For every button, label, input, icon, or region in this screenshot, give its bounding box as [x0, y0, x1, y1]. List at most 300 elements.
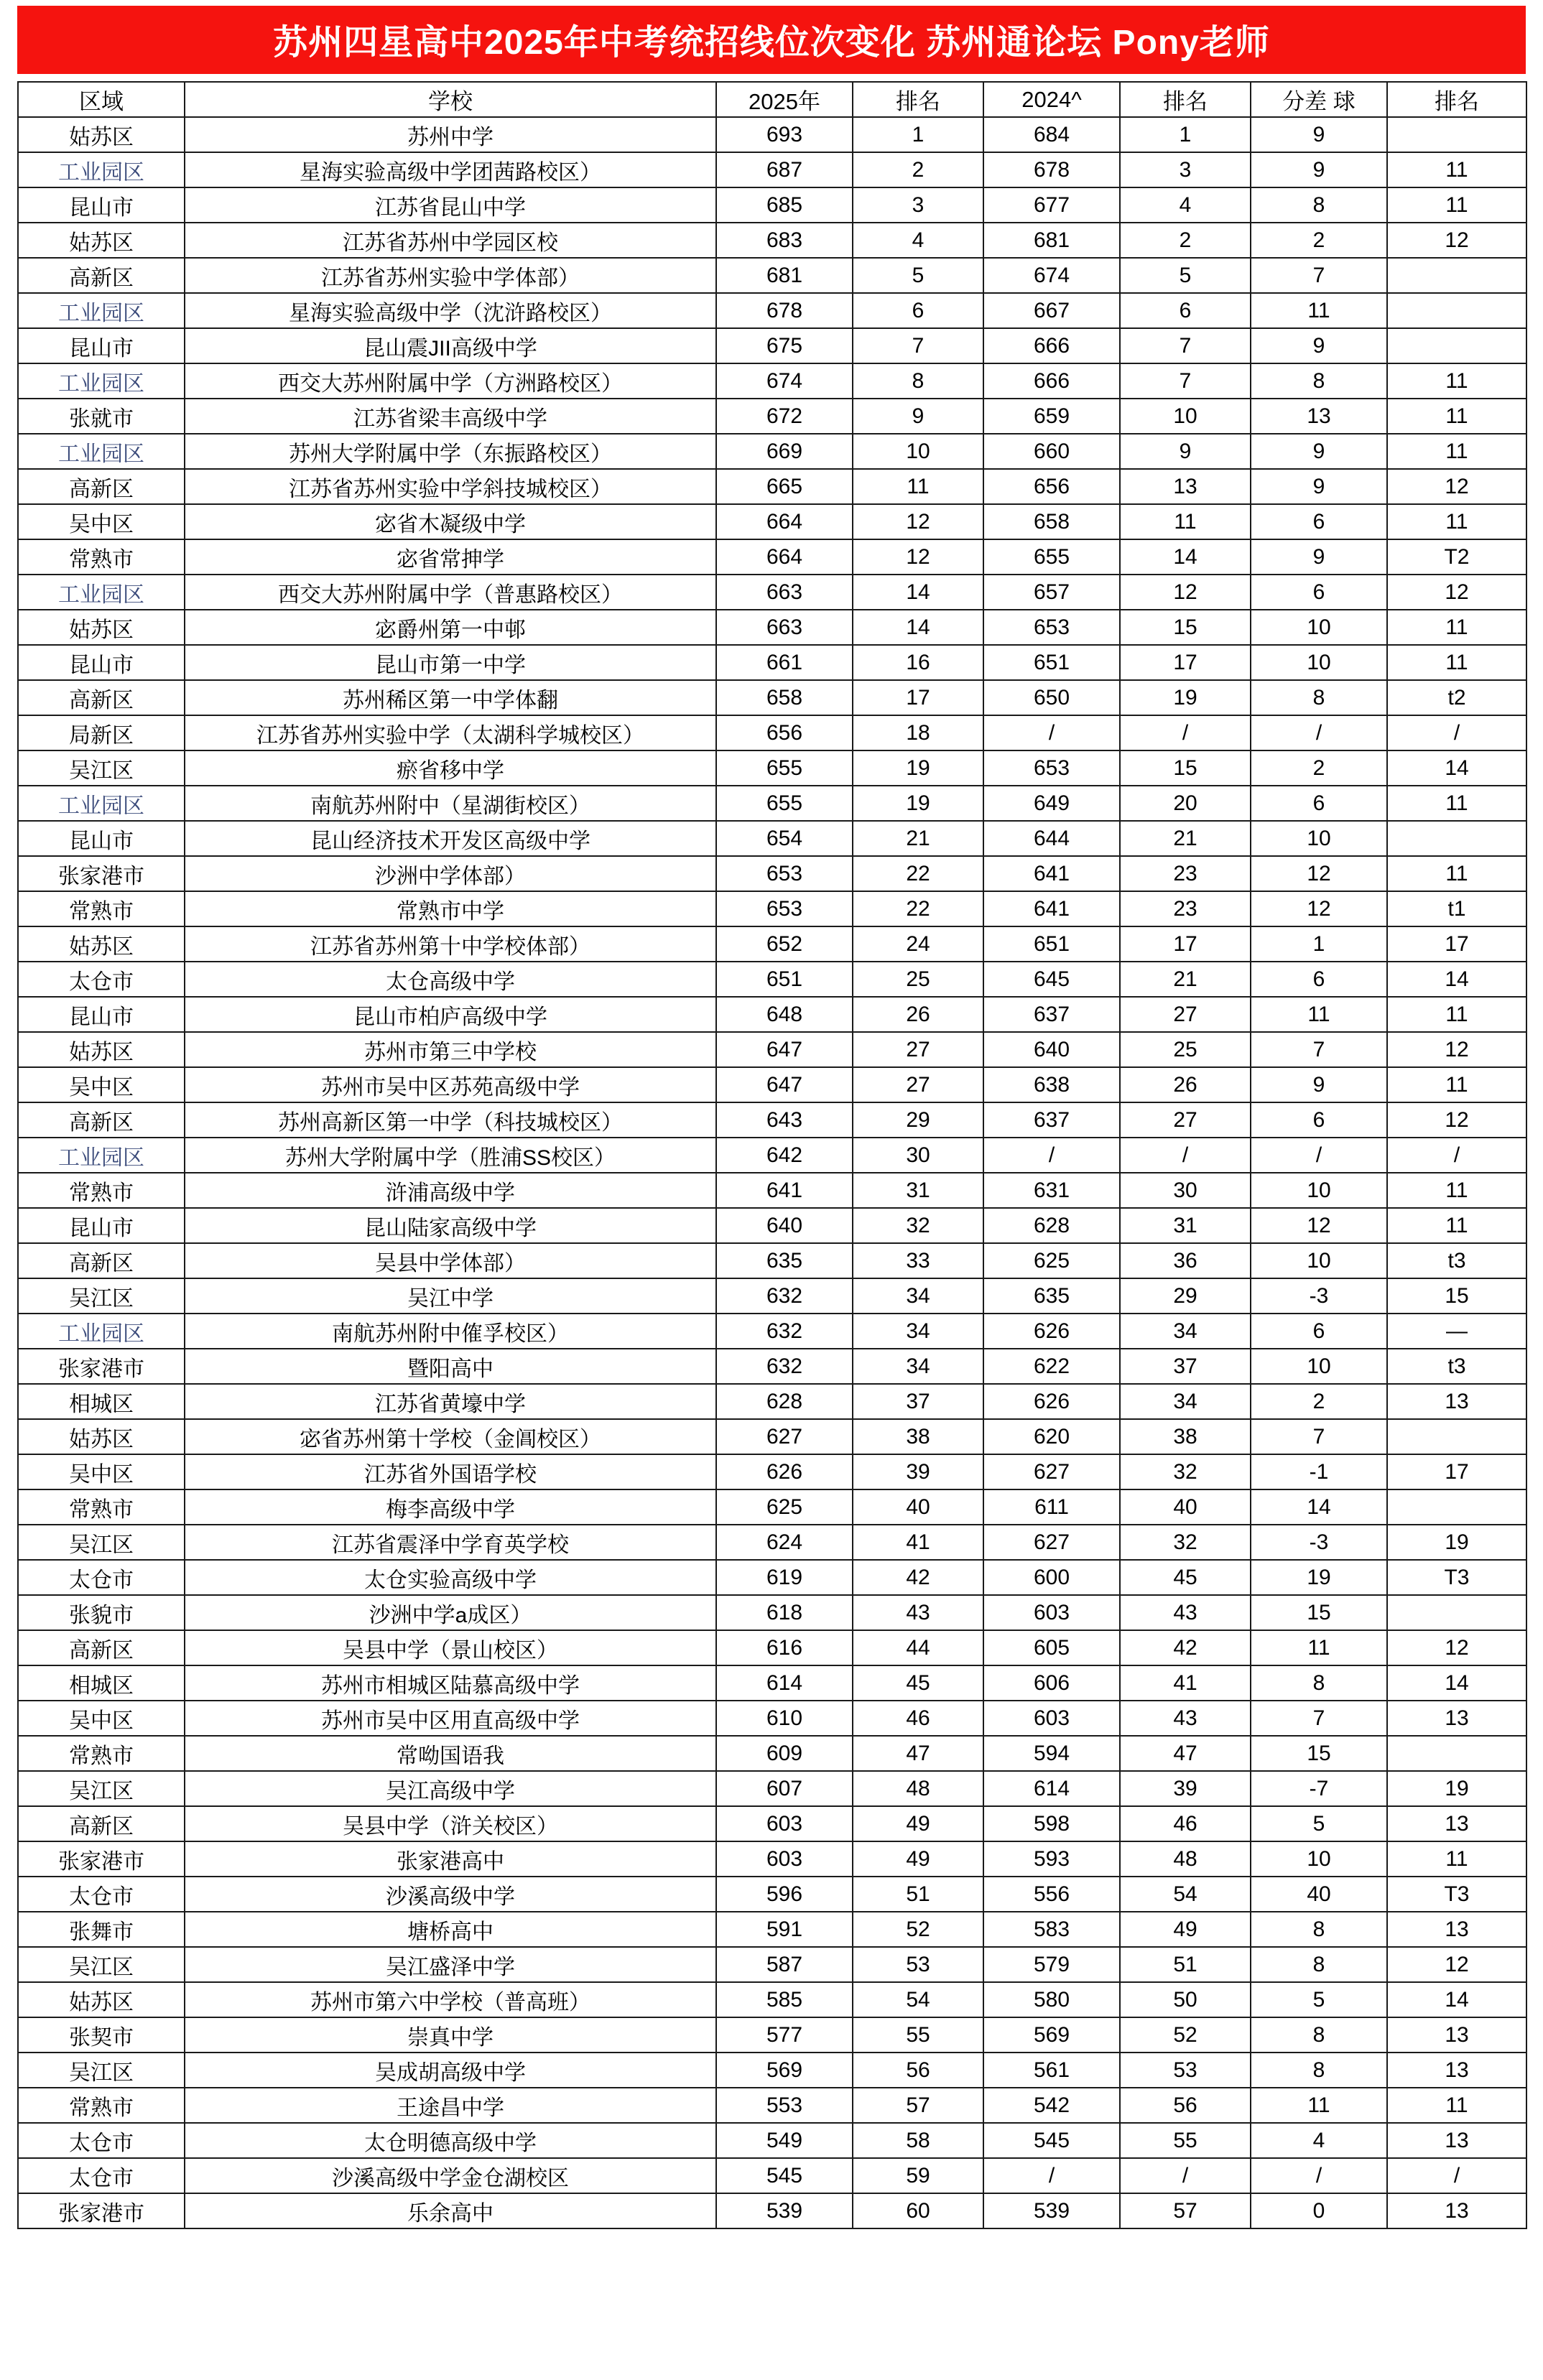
cell-score-2025: 651 — [716, 962, 853, 997]
cell-diff: -7 — [1251, 1771, 1387, 1806]
cell-school: 浒浦高级中学 — [185, 1173, 716, 1208]
cell-region: 相城区 — [18, 1384, 185, 1419]
cell-school: 南航苏州附中（星湖街校区） — [185, 786, 716, 821]
cell-score-2025: 603 — [716, 1841, 853, 1877]
cell-rank-diff — [1387, 258, 1526, 293]
cell-score-2025: 626 — [716, 1454, 853, 1489]
cell-score-2024: 579 — [983, 1947, 1120, 1982]
cell-school: 昆山市柏庐高级中学 — [185, 997, 716, 1032]
cell-score-2024: 569 — [983, 2017, 1120, 2053]
cell-rank-diff: 11 — [1387, 1173, 1526, 1208]
table-row — [18, 1489, 1526, 1525]
cell-rank-diff — [1387, 821, 1526, 856]
cell-rank-2024: 50 — [1120, 1982, 1251, 2017]
table-row — [18, 1278, 1526, 1314]
cell-score-2024: 666 — [983, 328, 1120, 363]
cell-rank-2025: 9 — [853, 399, 983, 434]
table-row — [18, 962, 1526, 997]
cell-rank-diff — [1387, 293, 1526, 328]
cell-score-2024: 626 — [983, 1314, 1120, 1349]
table-row — [18, 469, 1526, 504]
cell-score-2025: 569 — [716, 2053, 853, 2088]
cell-school: 太仓实验高级中学 — [185, 1560, 716, 1595]
cell-rank-2025: 54 — [853, 1982, 983, 2017]
table-row — [18, 1138, 1526, 1173]
cell-rank-2025: 57 — [853, 2088, 983, 2123]
cell-score-2025: 653 — [716, 856, 853, 891]
cell-school: 西交大苏州附属中学（方洲路校区） — [185, 363, 716, 399]
cell-rank-diff: 13 — [1387, 1701, 1526, 1736]
cell-rank-2025: 5 — [853, 258, 983, 293]
table-row — [18, 2158, 1526, 2193]
cell-score-2024: 635 — [983, 1278, 1120, 1314]
cell-score-2025: 635 — [716, 1243, 853, 1278]
cell-rank-2024: 1 — [1120, 117, 1251, 152]
cell-rank-diff: 14 — [1387, 750, 1526, 786]
table-row — [18, 539, 1526, 575]
cell-rank-diff: 17 — [1387, 1454, 1526, 1489]
cell-rank-2025: 27 — [853, 1032, 983, 1067]
cell-score-2024: 655 — [983, 539, 1120, 575]
table-row — [18, 1102, 1526, 1138]
cell-rank-2025: 11 — [853, 469, 983, 504]
table-row — [18, 2123, 1526, 2158]
cell-diff: 9 — [1251, 539, 1387, 575]
cell-rank-diff: 11 — [1387, 1208, 1526, 1243]
cell-school: 常呦国语我 — [185, 1736, 716, 1771]
cell-rank-2025: 34 — [853, 1314, 983, 1349]
cell-rank-2025: 14 — [853, 610, 983, 645]
column-header-score-2025: 2025年 — [716, 82, 853, 117]
cell-rank-diff: 19 — [1387, 1771, 1526, 1806]
cell-rank-diff: 11 — [1387, 610, 1526, 645]
cell-score-2025: 664 — [716, 539, 853, 575]
cell-diff: 9 — [1251, 1067, 1387, 1102]
cell-score-2024: 677 — [983, 187, 1120, 223]
cell-region: 太仓市 — [18, 2123, 185, 2158]
cell-score-2025: 539 — [716, 2193, 853, 2228]
cell-score-2024: 622 — [983, 1349, 1120, 1384]
cell-region: 张家港市 — [18, 1349, 185, 1384]
cell-region: 常熟市 — [18, 891, 185, 926]
cell-score-2024: 645 — [983, 962, 1120, 997]
cell-rank-2024: / — [1120, 1138, 1251, 1173]
cell-score-2025: 675 — [716, 328, 853, 363]
cell-school: 王途昌中学 — [185, 2088, 716, 2123]
cell-rank-2025: 22 — [853, 856, 983, 891]
cell-diff: 9 — [1251, 117, 1387, 152]
cell-rank-2024: 7 — [1120, 328, 1251, 363]
cell-rank-2025: 60 — [853, 2193, 983, 2228]
table-row — [18, 715, 1526, 750]
table-row — [18, 750, 1526, 786]
cell-diff: 9 — [1251, 434, 1387, 469]
cell-rank-2024: 27 — [1120, 1102, 1251, 1138]
cell-diff: 6 — [1251, 962, 1387, 997]
cell-diff: 10 — [1251, 610, 1387, 645]
cell-score-2025: 553 — [716, 2088, 853, 2123]
table-row — [18, 2017, 1526, 2053]
cell-school: 沙溪高级中学 — [185, 1877, 716, 1912]
cell-diff: 0 — [1251, 2193, 1387, 2228]
cell-school: 吴江高级中学 — [185, 1771, 716, 1806]
cell-rank-diff: 17 — [1387, 926, 1526, 962]
cell-school: 张家港高中 — [185, 1841, 716, 1877]
cell-score-2024: 640 — [983, 1032, 1120, 1067]
cell-diff: 10 — [1251, 1349, 1387, 1384]
cell-region: 高新区 — [18, 469, 185, 504]
cell-rank-diff: 13 — [1387, 1384, 1526, 1419]
cell-rank-2025: 52 — [853, 1912, 983, 1947]
page-root — [0, 6, 1543, 2229]
cell-rank-diff: 12 — [1387, 1947, 1526, 1982]
cell-diff: 1 — [1251, 926, 1387, 962]
cell-score-2025: 632 — [716, 1314, 853, 1349]
cell-region: 吴江区 — [18, 1278, 185, 1314]
cell-school: 吴县中学（浒关校区） — [185, 1806, 716, 1841]
cell-rank-2025: 53 — [853, 1947, 983, 1982]
cell-diff: 14 — [1251, 1489, 1387, 1525]
cell-rank-diff: 11 — [1387, 504, 1526, 539]
cell-rank-2025: 3 — [853, 187, 983, 223]
cell-region: 张家港市 — [18, 1841, 185, 1877]
cell-rank-diff — [1387, 328, 1526, 363]
cell-diff: 10 — [1251, 1173, 1387, 1208]
cell-region: 太仓市 — [18, 962, 185, 997]
cell-score-2024: 658 — [983, 504, 1120, 539]
cell-region: 吴江区 — [18, 2053, 185, 2088]
table-row — [18, 926, 1526, 962]
cell-score-2025: 661 — [716, 645, 853, 680]
cell-score-2024: 606 — [983, 1665, 1120, 1701]
cell-score-2025: 669 — [716, 434, 853, 469]
cell-diff: 9 — [1251, 469, 1387, 504]
cell-rank-2025: 37 — [853, 1384, 983, 1419]
cell-rank-2024: 12 — [1120, 575, 1251, 610]
cell-rank-2024: 5 — [1120, 258, 1251, 293]
cell-school: 塘桥高中 — [185, 1912, 716, 1947]
cell-school: 江苏省梁丰高级中学 — [185, 399, 716, 434]
cell-score-2024: 656 — [983, 469, 1120, 504]
cell-score-2025: 627 — [716, 1419, 853, 1454]
cell-diff: 15 — [1251, 1736, 1387, 1771]
cell-rank-2024: 47 — [1120, 1736, 1251, 1771]
cell-rank-2025: 1 — [853, 117, 983, 152]
cell-region: 昆山市 — [18, 645, 185, 680]
cell-diff: -3 — [1251, 1278, 1387, 1314]
cell-score-2025: 687 — [716, 152, 853, 187]
cell-score-2025: 652 — [716, 926, 853, 962]
cell-score-2025: 685 — [716, 187, 853, 223]
cell-rank-diff: T2 — [1387, 539, 1526, 575]
cell-region: 姑苏区 — [18, 1419, 185, 1454]
cell-school: 昆山震JII高级中学 — [185, 328, 716, 363]
cell-school: 昆山市第一中学 — [185, 645, 716, 680]
cell-score-2024: 660 — [983, 434, 1120, 469]
table-row — [18, 1771, 1526, 1806]
cell-school: 太仓明德高级中学 — [185, 2123, 716, 2158]
cell-rank-2025: 51 — [853, 1877, 983, 1912]
cell-score-2025: 549 — [716, 2123, 853, 2158]
cell-rank-2025: 6 — [853, 293, 983, 328]
table-row — [18, 1560, 1526, 1595]
cell-score-2025: 664 — [716, 504, 853, 539]
cell-region: 太仓市 — [18, 1877, 185, 1912]
cell-region: 高新区 — [18, 1102, 185, 1138]
cell-school: 苏州市吴中区苏苑高级中学 — [185, 1067, 716, 1102]
cell-rank-diff: 19 — [1387, 1525, 1526, 1560]
cell-score-2025: 632 — [716, 1278, 853, 1314]
cell-rank-2024: 7 — [1120, 363, 1251, 399]
cell-diff: -3 — [1251, 1525, 1387, 1560]
table-row — [18, 434, 1526, 469]
cell-score-2025: 648 — [716, 997, 853, 1032]
cell-region: 常熟市 — [18, 2088, 185, 2123]
cell-score-2024: 674 — [983, 258, 1120, 293]
table-row — [18, 1067, 1526, 1102]
cell-school: 宓省常抻学 — [185, 539, 716, 575]
cell-school: 沙溪高级中学金仓湖校区 — [185, 2158, 716, 2193]
cell-score-2025: 693 — [716, 117, 853, 152]
cell-school: 吴县中学（景山校区） — [185, 1630, 716, 1665]
cell-diff: 8 — [1251, 1912, 1387, 1947]
cell-region: 张家港市 — [18, 856, 185, 891]
cell-score-2025: 577 — [716, 2017, 853, 2053]
cell-rank-diff: 13 — [1387, 2193, 1526, 2228]
cell-rank-2025: 59 — [853, 2158, 983, 2193]
cell-school: 西交大苏州附属中学（普惠路校区） — [185, 575, 716, 610]
table-row — [18, 997, 1526, 1032]
table-row — [18, 223, 1526, 258]
cell-score-2025: 619 — [716, 1560, 853, 1595]
cell-school: 宓省木凝级中学 — [185, 504, 716, 539]
cell-region: 高新区 — [18, 1630, 185, 1665]
cell-score-2025: 585 — [716, 1982, 853, 2017]
cell-score-2024: 556 — [983, 1877, 1120, 1912]
table-row — [18, 2088, 1526, 2123]
cell-rank-2025: 19 — [853, 750, 983, 786]
cell-rank-diff: t3 — [1387, 1243, 1526, 1278]
cell-score-2025: 614 — [716, 1665, 853, 1701]
cell-school: 江苏省黄壕中学 — [185, 1384, 716, 1419]
cell-school: 江苏省震泽中学育英学校 — [185, 1525, 716, 1560]
cell-rank-diff: 11 — [1387, 997, 1526, 1032]
cell-rank-diff — [1387, 1419, 1526, 1454]
cell-rank-diff: T3 — [1387, 1560, 1526, 1595]
cell-rank-2025: 8 — [853, 363, 983, 399]
cell-score-2025: 596 — [716, 1877, 853, 1912]
cell-rank-2025: 4 — [853, 223, 983, 258]
cell-rank-2025: 46 — [853, 1701, 983, 1736]
cell-score-2025: 678 — [716, 293, 853, 328]
cell-score-2025: 640 — [716, 1208, 853, 1243]
cell-region: 相城区 — [18, 1665, 185, 1701]
table-row — [18, 399, 1526, 434]
cell-score-2024: 641 — [983, 856, 1120, 891]
cell-diff: 10 — [1251, 1243, 1387, 1278]
column-header-rank-2024: 排名 — [1120, 82, 1251, 117]
cell-school: 暨阳高中 — [185, 1349, 716, 1384]
cell-diff: 2 — [1251, 1384, 1387, 1419]
cell-score-2025: 616 — [716, 1630, 853, 1665]
cell-rank-2024: 41 — [1120, 1665, 1251, 1701]
cell-diff: 7 — [1251, 258, 1387, 293]
cell-score-2025: 672 — [716, 399, 853, 434]
cell-rank-2025: 49 — [853, 1806, 983, 1841]
table-row — [18, 1841, 1526, 1877]
cell-score-2025: 658 — [716, 680, 853, 715]
cell-rank-2025: 17 — [853, 680, 983, 715]
table-row — [18, 504, 1526, 539]
column-header-diff: 分差 球 — [1251, 82, 1387, 117]
cell-rank-2024: 53 — [1120, 2053, 1251, 2088]
cell-diff: 8 — [1251, 680, 1387, 715]
cell-rank-2025: 29 — [853, 1102, 983, 1138]
cell-region: 常熟市 — [18, 1489, 185, 1525]
table-row — [18, 821, 1526, 856]
cell-diff: 9 — [1251, 152, 1387, 187]
table-row — [18, 2053, 1526, 2088]
cell-score-2024: 603 — [983, 1595, 1120, 1630]
column-header-region: 区域 — [18, 82, 185, 117]
cell-rank-2025: 58 — [853, 2123, 983, 2158]
cell-region: 工业园区 — [18, 152, 185, 187]
cell-score-2025: 654 — [716, 821, 853, 856]
cell-score-2024: / — [983, 2158, 1120, 2193]
cell-score-2025: 618 — [716, 1595, 853, 1630]
cell-score-2024: 628 — [983, 1208, 1120, 1243]
cell-rank-2025: 47 — [853, 1736, 983, 1771]
cell-score-2025: 642 — [716, 1138, 853, 1173]
cell-rank-2025: 33 — [853, 1243, 983, 1278]
cell-rank-diff: 13 — [1387, 2123, 1526, 2158]
cell-score-2025: 655 — [716, 786, 853, 821]
cell-region: 张家港市 — [18, 2193, 185, 2228]
cell-rank-2025: 34 — [853, 1349, 983, 1384]
table-row — [18, 1630, 1526, 1665]
cell-region: 昆山市 — [18, 1208, 185, 1243]
cell-rank-2024: 49 — [1120, 1912, 1251, 1947]
cell-rank-2024: 29 — [1120, 1278, 1251, 1314]
cell-region: 高新区 — [18, 1806, 185, 1841]
cell-school: 江苏省昆山中学 — [185, 187, 716, 223]
cell-diff: 4 — [1251, 2123, 1387, 2158]
cell-rank-diff: / — [1387, 2158, 1526, 2193]
cell-region: 工业园区 — [18, 575, 185, 610]
cell-diff: 6 — [1251, 1314, 1387, 1349]
cell-rank-diff: 11 — [1387, 187, 1526, 223]
cell-rank-2025: 21 — [853, 821, 983, 856]
cell-school: 宓爵州第一中邨 — [185, 610, 716, 645]
cell-score-2025: 587 — [716, 1947, 853, 1982]
cell-score-2025: 603 — [716, 1806, 853, 1841]
cell-region: 吴江区 — [18, 750, 185, 786]
cell-rank-diff: 11 — [1387, 152, 1526, 187]
cell-school: 苏州市吴中区用直高级中学 — [185, 1701, 716, 1736]
cell-region: 工业园区 — [18, 1138, 185, 1173]
cell-region: 张契市 — [18, 2017, 185, 2053]
cell-rank-diff: 12 — [1387, 1630, 1526, 1665]
cell-rank-2024: 23 — [1120, 856, 1251, 891]
cell-rank-2024: 34 — [1120, 1384, 1251, 1419]
cell-score-2024: / — [983, 1138, 1120, 1173]
cell-region: 太仓市 — [18, 2158, 185, 2193]
page-title: 苏州四星高中2025年中考统招线位次变化 苏州通论坛 Pony老师 — [17, 6, 1526, 74]
cell-score-2024: 637 — [983, 997, 1120, 1032]
cell-region: 吴江区 — [18, 1947, 185, 1982]
cell-rank-2024: 51 — [1120, 1947, 1251, 1982]
cell-rank-diff: 13 — [1387, 2017, 1526, 2053]
cell-diff: 7 — [1251, 1701, 1387, 1736]
cell-rank-diff: 15 — [1387, 1278, 1526, 1314]
cell-score-2025: 647 — [716, 1067, 853, 1102]
cell-diff: 12 — [1251, 1208, 1387, 1243]
cell-rank-diff: 11 — [1387, 1841, 1526, 1877]
cell-school: 星海实验高级中学团茜路校区） — [185, 152, 716, 187]
cell-rank-2024: 14 — [1120, 539, 1251, 575]
cell-region: 张貌市 — [18, 1595, 185, 1630]
cell-score-2025: 624 — [716, 1525, 853, 1560]
cell-rank-2025: 12 — [853, 539, 983, 575]
table-body — [18, 117, 1526, 2228]
table-row — [18, 363, 1526, 399]
cell-region: 姑苏区 — [18, 223, 185, 258]
cell-school: 苏州大学附属中学（胜浦SS校区） — [185, 1138, 716, 1173]
cell-score-2024: 583 — [983, 1912, 1120, 1947]
cell-rank-2025: 56 — [853, 2053, 983, 2088]
cell-rank-2024: 43 — [1120, 1595, 1251, 1630]
column-header-rank-diff: 排名 — [1387, 82, 1526, 117]
table-row — [18, 1384, 1526, 1419]
table-row — [18, 1243, 1526, 1278]
cell-rank-2025: 55 — [853, 2017, 983, 2053]
cell-region: 吴江区 — [18, 1771, 185, 1806]
cell-school: 江苏省苏州中学园区校 — [185, 223, 716, 258]
cell-score-2024: 684 — [983, 117, 1120, 152]
cell-school: 江苏省苏州实验中学斜技城校区） — [185, 469, 716, 504]
cell-region: 工业园区 — [18, 786, 185, 821]
cell-score-2024: 651 — [983, 926, 1120, 962]
cell-score-2025: 681 — [716, 258, 853, 293]
cell-score-2025: 663 — [716, 575, 853, 610]
cell-school: 昆山经济技术开发区高级中学 — [185, 821, 716, 856]
cell-region: 工业园区 — [18, 434, 185, 469]
cell-rank-2024: 38 — [1120, 1419, 1251, 1454]
cell-score-2025: 625 — [716, 1489, 853, 1525]
cell-rank-diff: t3 — [1387, 1349, 1526, 1384]
cell-diff: 7 — [1251, 1032, 1387, 1067]
cell-rank-diff: 11 — [1387, 399, 1526, 434]
cell-diff: / — [1251, 715, 1387, 750]
cell-rank-2024: / — [1120, 2158, 1251, 2193]
cell-region: 吴中区 — [18, 1067, 185, 1102]
cell-rank-2024: 11 — [1120, 504, 1251, 539]
table-row — [18, 187, 1526, 223]
cell-school: 苏州大学附属中学（东振路校区） — [185, 434, 716, 469]
cell-score-2024: 659 — [983, 399, 1120, 434]
table-row — [18, 1173, 1526, 1208]
cell-rank-diff: 14 — [1387, 1665, 1526, 1701]
cell-region: 吴中区 — [18, 1701, 185, 1736]
cell-rank-diff: 11 — [1387, 1067, 1526, 1102]
cell-region: 姑苏区 — [18, 117, 185, 152]
cell-rank-diff: 11 — [1387, 856, 1526, 891]
table-row — [18, 1419, 1526, 1454]
cell-school: 江苏省外国语学校 — [185, 1454, 716, 1489]
cell-rank-2025: 38 — [853, 1419, 983, 1454]
cell-score-2025: 683 — [716, 223, 853, 258]
table-row — [18, 1314, 1526, 1349]
